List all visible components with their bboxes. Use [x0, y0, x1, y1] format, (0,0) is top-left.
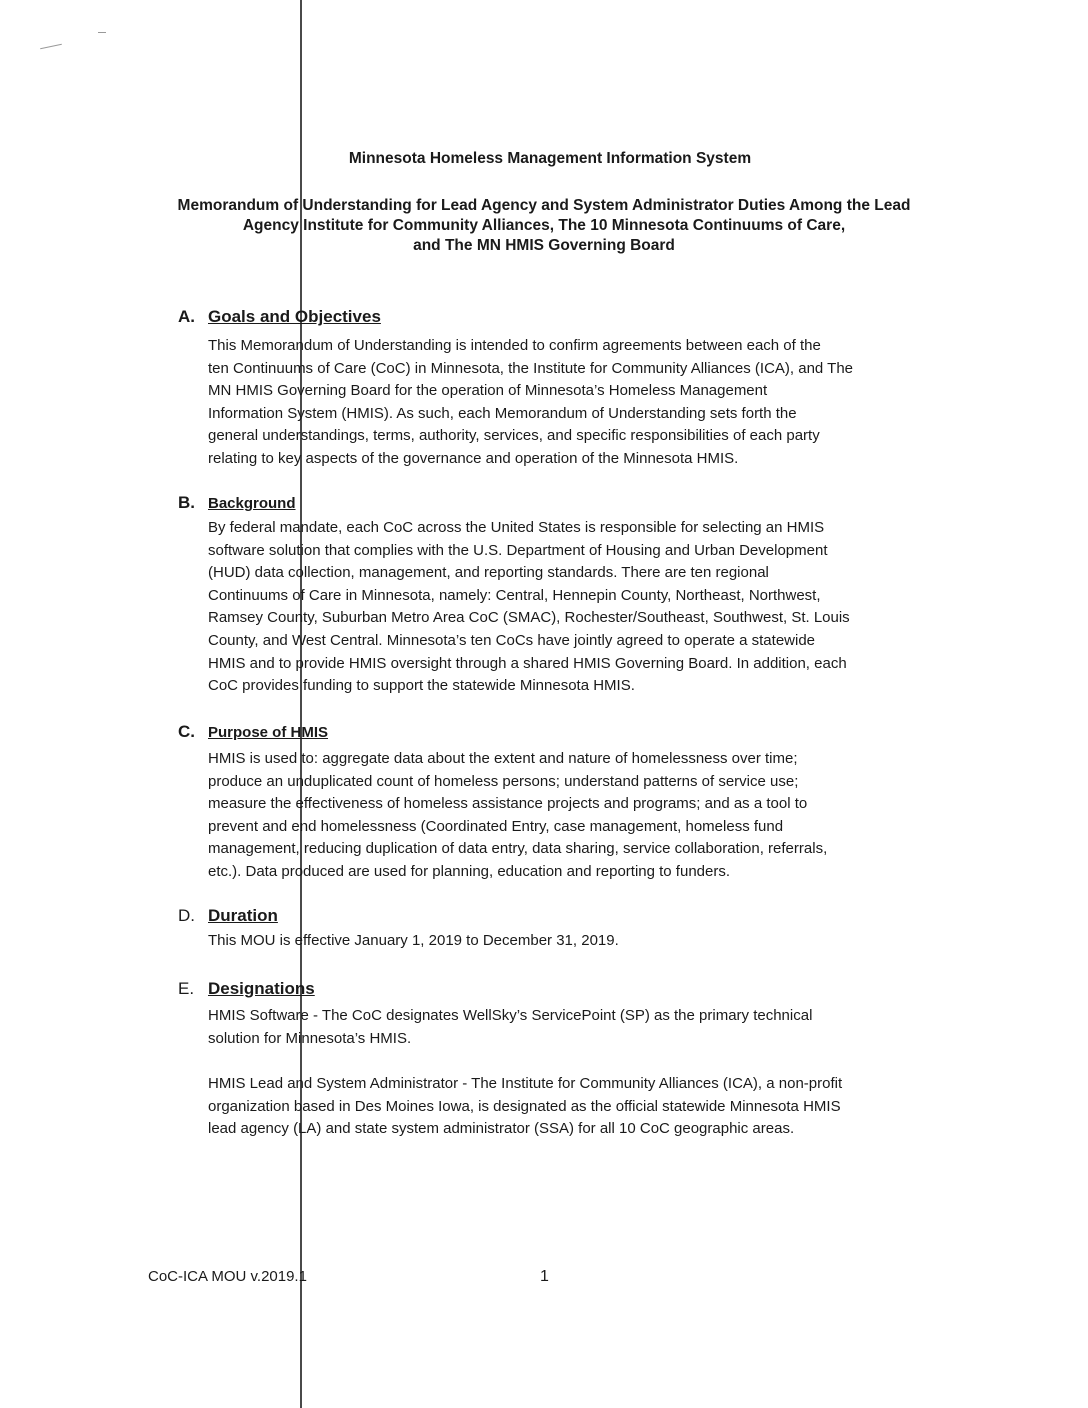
body-line: County, and West Central. Minnesota’s ten CoCs have jointly agreed to operate a statewide: [208, 631, 816, 649]
body-line: MN HMIS Governing Board for the operation of Minnesota’s Homeless Management: [208, 382, 768, 400]
body-line: This MOU is effective January 1, 2019 to December 31, 2019.: [208, 932, 619, 949]
body-line: By federal mandate, each CoC across the United States is responsible for selecting an HMIS: [208, 519, 825, 536]
section-body-purpose: [208, 748, 958, 884]
body-line: produce an unduplicated count of homeless persons; understand patterns of service use;: [208, 772, 799, 790]
subtitle-line: Agency Institute for Community Alliances, The 10 Minnesota Continuums of Care,: [242, 217, 846, 234]
section-letter: E.: [178, 979, 195, 998]
section-body-duration: [208, 930, 958, 953]
section-letter: B.: [178, 493, 195, 512]
body-line: software solution that complies with the U.S. Department of Housing and Urban Development: [208, 541, 828, 559]
section-body-goals: [208, 335, 958, 471]
section-title: Purpose of HMIS: [208, 724, 329, 741]
body-line: lead agency (LA) and state system administrator (SSA) for all 10 CoC geographic areas.: [208, 1120, 795, 1138]
scan-speck: [40, 44, 62, 50]
body-line: measure the effectiveness of homeless assistance projects and programs; and as a tool to: [208, 795, 808, 813]
body-line: Ramsey County, Suburban Metro Area CoC (SMAC), Rochester/Southeast, Southwest, St. Louis: [208, 609, 850, 627]
body-line: etc.). Data produced are used for planning, education and reporting to funders.: [208, 862, 731, 880]
section-title: Background: [208, 495, 296, 512]
page-number: 1: [540, 1268, 549, 1285]
section-title: Designations: [208, 979, 315, 998]
body-line: (HUD) data collection, management, and reporting standards. There are ten regional: [208, 564, 769, 582]
body-line: Information System (HMIS). As such, each Memorandum of Understanding sets forth the: [208, 404, 797, 422]
document-title: Minnesota Homeless Management Information System: [348, 150, 752, 167]
scan-speck: [98, 32, 106, 33]
section-letter: C.: [178, 722, 195, 741]
body-line: HMIS Lead and System Administrator - The Institute for Community Alliances (ICA), a non-profit: [208, 1075, 843, 1092]
section-title: Duration: [208, 906, 278, 925]
section-heading-purpose: [178, 721, 328, 744]
body-line: organization based in Des Moines Iowa, is designated as the official statewide Minnesota HMIS: [208, 1097, 841, 1115]
body-line: ten Continuums of Care (CoC) in Minnesota, the Institute for Community Alliances (ICA), and The: [208, 359, 854, 377]
subtitle-line: and The MN HMIS Governing Board: [413, 237, 675, 254]
section-heading-background: [178, 492, 296, 515]
body-line: Continuums of Care in Minnesota, namely: Central, Hennepin County, Northeast, Northwest,: [208, 586, 821, 604]
body-line: HMIS is used to: aggregate data about the extent and nature of homelessness over time;: [208, 750, 798, 767]
section-title: Goals and Objectives: [208, 307, 381, 326]
section-body-designations: [208, 1005, 958, 1050]
section-body-designations-lead: [208, 1073, 958, 1141]
body-line: prevent and end homelessness (Coordinated Entry, case management, homeless fund: [208, 817, 784, 835]
body-line: HMIS Software - The CoC designates WellSky’s ServicePoint (SP) as the primary technical: [208, 1007, 813, 1024]
section-letter: A.: [178, 307, 195, 326]
body-line: HMIS and to provide HMIS oversight through a shared HMIS Governing Board. In addition, each: [208, 654, 847, 672]
document-subtitle: [0, 196, 1088, 256]
section-heading-duration: [178, 905, 278, 927]
body-line: relating to key aspects of the governance and operation of the Minnesota HMIS.: [208, 449, 739, 467]
body-line: This Memorandum of Understanding is intended to confirm agreements between each of the: [208, 337, 821, 354]
body-line: CoC provides funding to support the statewide Minnesota HMIS.: [208, 677, 635, 695]
footer-version: CoC-ICA MOU v.2019.1: [148, 1268, 307, 1285]
section-body-background: [208, 517, 958, 698]
section-heading-goals: [178, 306, 381, 328]
section-heading-designations: [178, 978, 315, 1000]
subtitle-line: Memorandum of Understanding for Lead Agency and System Administrator Duties Among the Lead: [177, 197, 911, 214]
body-line: solution for Minnesota’s HMIS.: [208, 1029, 412, 1047]
body-line: management, reducing duplication of data entry, data sharing, service collaboration, referrals,: [208, 840, 828, 858]
section-letter: D.: [178, 906, 195, 925]
body-line: general understandings, terms, authority, services, and specific responsibilities of each party: [208, 427, 820, 445]
